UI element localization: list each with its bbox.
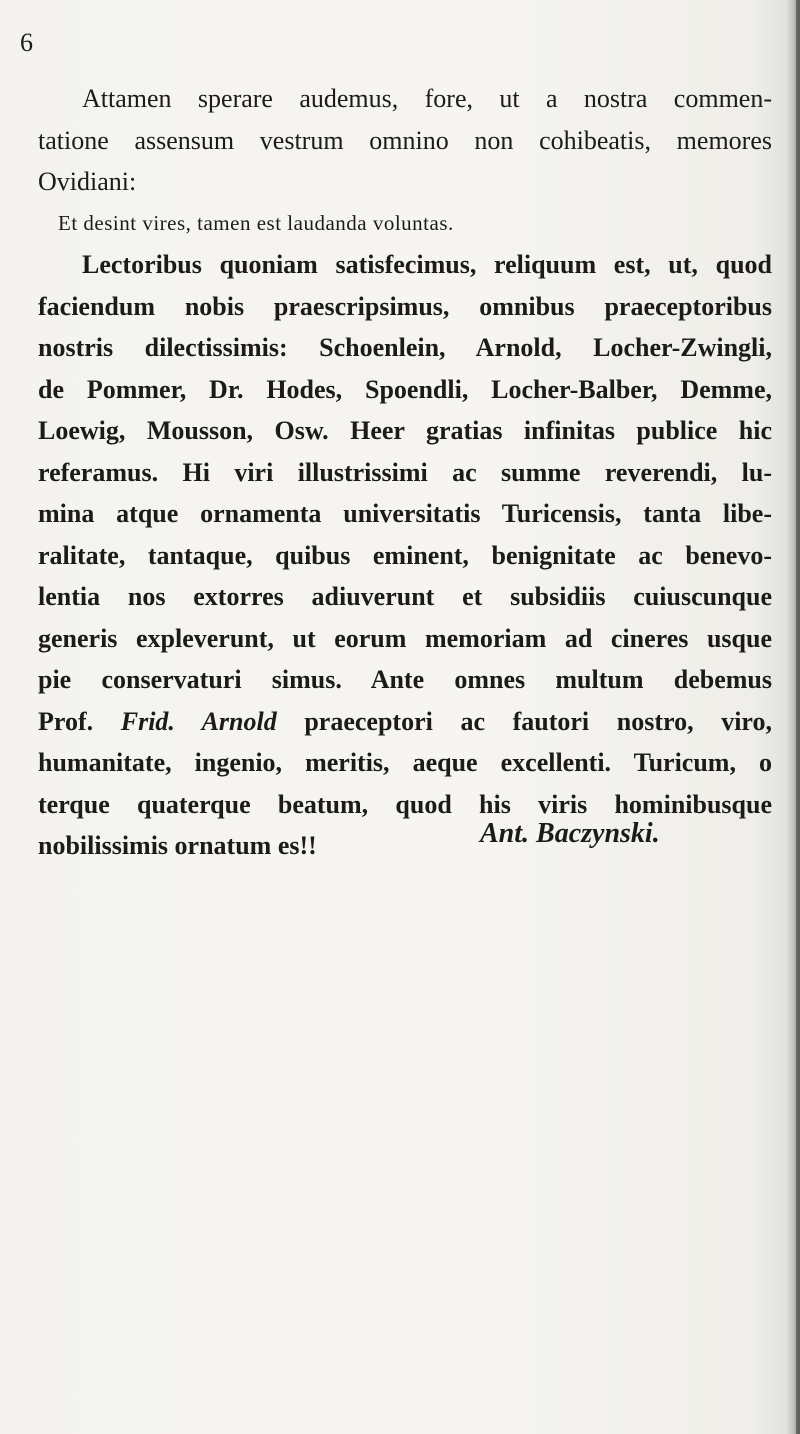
ovid-quote: Et desint vires, tamen est laudanda voluntas. (58, 210, 454, 235)
text-line: generis expleverunt, ut eorum memoriam ad cineres usque (38, 623, 772, 653)
page-edge-line (796, 0, 800, 1434)
text-line: ralitate, tantaque, quibus eminent, benignitate ac benevo- (38, 540, 772, 570)
text-line: lentia nos extorres adiuverunt et subsidiis cuiuscunque (38, 582, 772, 611)
page-number: 6 (20, 28, 34, 57)
text-line: terque quaterque beatum, quod his viris hominibusque (38, 789, 772, 819)
prof-prefix: Prof. (38, 706, 121, 736)
text-line: Attamen sperare audemus, fore, ut a nostra commen- (82, 84, 772, 113)
text-line: de Pommer, Dr. Hodes, Spoendli, Locher-Balber, Demme, (38, 374, 772, 404)
text-line-prof (38, 701, 772, 743)
text-line: nobilissimis ornatum es!! (38, 831, 317, 860)
text-line: Lectoribus quoniam satisfecimus, reliquum est, ut, quod (82, 250, 772, 279)
text-line: humanitate, ingenio, meritis, aeque excellenti. Turicum, o (38, 748, 772, 777)
author-signature: Ant. Baczynski. (480, 818, 660, 849)
professor-name: Frid. Arnold (120, 706, 277, 736)
text-line: mina atque ornamenta universitatis Turicensis, tanta libe- (38, 499, 772, 528)
body-text (38, 78, 772, 867)
text-line: referamus. Hi viri illustrissimi ac summe reverendi, lu- (38, 457, 772, 487)
text-line: faciendum nobis praescripsimus, omnibus praeceptoribus (38, 291, 772, 321)
text-line: Ovidiani: (38, 167, 137, 196)
text-line: tatione assensum vestrum omnino non cohibeatis, memores (38, 125, 772, 155)
text-line: pie conservaturi simus. Ante omnes multum debemus (38, 665, 772, 694)
text-line: Loewig, Mousson, Osw. Heer gratias infinitas publice hic (38, 416, 772, 445)
text-line: nostris dilectissimis: Schoenlein, Arnold, Locher-Zwingli, (38, 333, 772, 362)
prof-suffix: praeceptori ac fautori nostro, viro, (276, 706, 772, 736)
